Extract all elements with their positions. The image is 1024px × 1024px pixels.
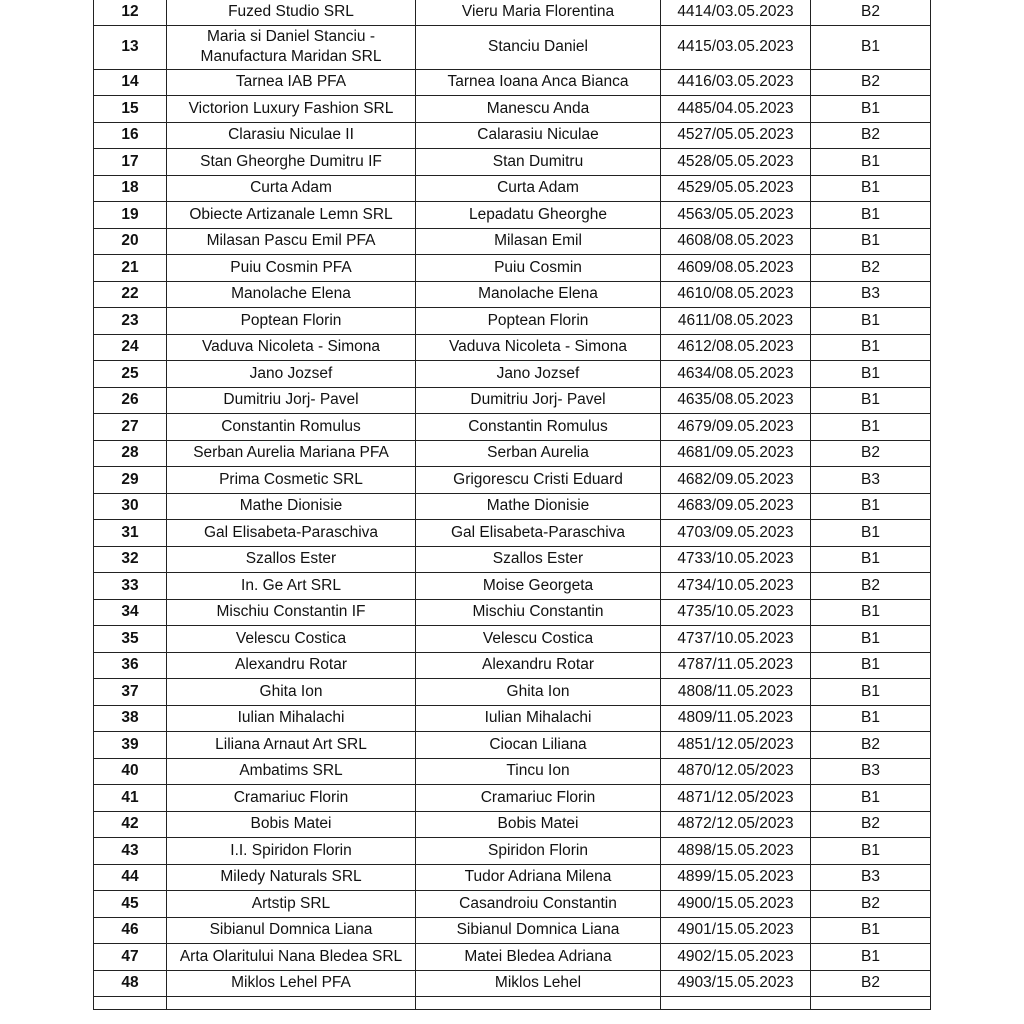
registration-table <box>93 0 931 1010</box>
company-name-cell: Szallos Ester <box>167 546 416 573</box>
row-number-cell: 30 <box>94 493 167 520</box>
company-name-cell: Velescu Costica <box>167 626 416 653</box>
row-number-cell: 21 <box>94 255 167 282</box>
empty-cell <box>811 997 931 1010</box>
row-number-cell: 13 <box>94 25 167 69</box>
contact-person-cell: Vaduva Nicoleta - Simona <box>416 334 661 361</box>
category-cell: B3 <box>811 864 931 891</box>
company-name-cell: Dumitriu Jorj- Pavel <box>167 387 416 414</box>
registration-number-cell: 4681/09.05.2023 <box>661 440 811 467</box>
registration-number-cell: 4683/09.05.2023 <box>661 493 811 520</box>
category-cell: B1 <box>811 785 931 812</box>
row-number-cell: 45 <box>94 891 167 918</box>
category-cell: B1 <box>811 25 931 69</box>
category-cell: B3 <box>811 281 931 308</box>
registration-number-cell: 4610/08.05.2023 <box>661 281 811 308</box>
registration-number-cell: 4609/08.05.2023 <box>661 255 811 282</box>
company-name-cell: Puiu Cosmin PFA <box>167 255 416 282</box>
table-row <box>94 440 931 467</box>
registration-number-cell: 4416/03.05.2023 <box>661 69 811 96</box>
table-row <box>94 387 931 414</box>
category-cell: B2 <box>811 0 931 25</box>
company-name-cell: I.I. Spiridon Florin <box>167 838 416 865</box>
table-row-partial <box>94 997 931 1010</box>
company-name-cell: Iulian Mihalachi <box>167 705 416 732</box>
row-number-cell: 42 <box>94 811 167 838</box>
empty-cell <box>94 997 167 1010</box>
row-number-cell: 20 <box>94 228 167 255</box>
registration-number-cell: 4902/15.05.2023 <box>661 944 811 971</box>
table-row <box>94 334 931 361</box>
registration-number-cell: 4608/08.05.2023 <box>661 228 811 255</box>
contact-person-cell: Matei Bledea Adriana <box>416 944 661 971</box>
contact-person-cell: Curta Adam <box>416 175 661 202</box>
company-name-cell: Arta Olaritului Nana Bledea SRL <box>167 944 416 971</box>
company-name-cell: Stan Gheorghe Dumitru IF <box>167 149 416 176</box>
category-cell: B1 <box>811 520 931 547</box>
category-cell: B2 <box>811 573 931 600</box>
row-number-cell: 28 <box>94 440 167 467</box>
registration-number-cell: 4414/03.05.2023 <box>661 0 811 25</box>
contact-person-cell: Grigorescu Cristi Eduard <box>416 467 661 494</box>
category-cell: B2 <box>811 255 931 282</box>
registration-number-cell: 4899/15.05.2023 <box>661 864 811 891</box>
row-number-cell: 23 <box>94 308 167 335</box>
table-row <box>94 599 931 626</box>
company-name-cell: Cramariuc Florin <box>167 785 416 812</box>
row-number-cell: 43 <box>94 838 167 865</box>
registration-number-cell: 4809/11.05.2023 <box>661 705 811 732</box>
table-row <box>94 361 931 388</box>
table-row <box>94 705 931 732</box>
contact-person-cell: Sibianul Domnica Liana <box>416 917 661 944</box>
company-name-cell: Miledy Naturals SRL <box>167 864 416 891</box>
registration-number-cell: 4703/09.05.2023 <box>661 520 811 547</box>
row-number-cell: 44 <box>94 864 167 891</box>
table-row <box>94 917 931 944</box>
table-row <box>94 175 931 202</box>
registration-number-cell: 4871/12.05/2023 <box>661 785 811 812</box>
contact-person-cell: Ghita Ion <box>416 679 661 706</box>
contact-person-cell: Moise Georgeta <box>416 573 661 600</box>
empty-cell <box>167 997 416 1010</box>
category-cell: B1 <box>811 96 931 123</box>
company-name-cell: Fuzed Studio SRL <box>167 0 416 25</box>
contact-person-cell: Manolache Elena <box>416 281 661 308</box>
table-row <box>94 864 931 891</box>
registration-number-cell: 4903/15.05.2023 <box>661 970 811 997</box>
contact-person-cell: Calarasiu Niculae <box>416 122 661 149</box>
row-number-cell: 32 <box>94 546 167 573</box>
contact-person-cell: Szallos Ester <box>416 546 661 573</box>
category-cell: B1 <box>811 917 931 944</box>
table-row <box>94 573 931 600</box>
category-cell: B1 <box>811 679 931 706</box>
registration-number-cell: 4735/10.05.2023 <box>661 599 811 626</box>
registration-number-cell: 4563/05.05.2023 <box>661 202 811 229</box>
category-cell: B1 <box>811 361 931 388</box>
category-cell: B1 <box>811 228 931 255</box>
company-name-cell: Ambatims SRL <box>167 758 416 785</box>
table-row <box>94 255 931 282</box>
category-cell: B2 <box>811 891 931 918</box>
table-row <box>94 202 931 229</box>
company-name-cell: Sibianul Domnica Liana <box>167 917 416 944</box>
category-cell: B1 <box>811 334 931 361</box>
company-name-cell: Curta Adam <box>167 175 416 202</box>
company-name-cell: Mischiu Constantin IF <box>167 599 416 626</box>
registration-number-cell: 4870/12.05/2023 <box>661 758 811 785</box>
contact-person-cell: Gal Elisabeta-Paraschiva <box>416 520 661 547</box>
contact-person-cell: Tincu Ion <box>416 758 661 785</box>
table-row <box>94 838 931 865</box>
company-name-cell: Victorion Luxury Fashion SRL <box>167 96 416 123</box>
table-row <box>94 69 931 96</box>
contact-person-cell: Manescu Anda <box>416 96 661 123</box>
row-number-cell: 18 <box>94 175 167 202</box>
category-cell: B1 <box>811 599 931 626</box>
company-name-cell: Artstip SRL <box>167 891 416 918</box>
registration-number-cell: 4635/08.05.2023 <box>661 387 811 414</box>
company-name-cell: Vaduva Nicoleta - Simona <box>167 334 416 361</box>
row-number-cell: 37 <box>94 679 167 706</box>
row-number-cell: 14 <box>94 69 167 96</box>
table-body <box>94 0 931 1010</box>
row-number-cell: 33 <box>94 573 167 600</box>
table-row <box>94 228 931 255</box>
row-number-cell: 26 <box>94 387 167 414</box>
category-cell: B2 <box>811 122 931 149</box>
table-row <box>94 626 931 653</box>
table-row <box>94 652 931 679</box>
registration-number-cell: 4415/03.05.2023 <box>661 25 811 69</box>
row-number-cell: 31 <box>94 520 167 547</box>
contact-person-cell: Cramariuc Florin <box>416 785 661 812</box>
table-row <box>94 414 931 441</box>
category-cell: B1 <box>811 705 931 732</box>
registration-number-cell: 4679/09.05.2023 <box>661 414 811 441</box>
category-cell: B1 <box>811 387 931 414</box>
company-name-cell: Maria si Daniel Stanciu - Manufactura Maridan SRL <box>167 25 416 69</box>
contact-person-cell: Miklos Lehel <box>416 970 661 997</box>
contact-person-cell: Puiu Cosmin <box>416 255 661 282</box>
row-number-cell: 12 <box>94 0 167 25</box>
table-row <box>94 758 931 785</box>
registration-number-cell: 4682/09.05.2023 <box>661 467 811 494</box>
category-cell: B2 <box>811 811 931 838</box>
registration-number-cell: 4900/15.05.2023 <box>661 891 811 918</box>
company-name-cell: Serban Aurelia Mariana PFA <box>167 440 416 467</box>
contact-person-cell: Stanciu Daniel <box>416 25 661 69</box>
table-row <box>94 891 931 918</box>
table-row <box>94 944 931 971</box>
table-row <box>94 785 931 812</box>
contact-person-cell: Tarnea Ioana Anca Bianca <box>416 69 661 96</box>
category-cell: B2 <box>811 69 931 96</box>
row-number-cell: 29 <box>94 467 167 494</box>
row-number-cell: 19 <box>94 202 167 229</box>
registration-number-cell: 4787/11.05.2023 <box>661 652 811 679</box>
category-cell: B1 <box>811 626 931 653</box>
company-name-cell: Miklos Lehel PFA <box>167 970 416 997</box>
registration-number-cell: 4529/05.05.2023 <box>661 175 811 202</box>
row-number-cell: 15 <box>94 96 167 123</box>
table-row <box>94 122 931 149</box>
table-row <box>94 520 931 547</box>
contact-person-cell: Stan Dumitru <box>416 149 661 176</box>
category-cell: B1 <box>811 652 931 679</box>
company-name-cell: Mathe Dionisie <box>167 493 416 520</box>
table-row <box>94 96 931 123</box>
row-number-cell: 25 <box>94 361 167 388</box>
registration-number-cell: 4527/05.05.2023 <box>661 122 811 149</box>
contact-person-cell: Poptean Florin <box>416 308 661 335</box>
contact-person-cell: Milasan Emil <box>416 228 661 255</box>
registration-number-cell: 4898/15.05.2023 <box>661 838 811 865</box>
company-name-cell: Gal Elisabeta-Paraschiva <box>167 520 416 547</box>
row-number-cell: 34 <box>94 599 167 626</box>
category-cell: B3 <box>811 758 931 785</box>
contact-person-cell: Tudor Adriana Milena <box>416 864 661 891</box>
table-row <box>94 811 931 838</box>
table-row <box>94 0 931 25</box>
company-name-cell: Tarnea IAB PFA <box>167 69 416 96</box>
contact-person-cell: Jano Jozsef <box>416 361 661 388</box>
company-name-cell: Obiecte Artizanale Lemn SRL <box>167 202 416 229</box>
registration-number-cell: 4808/11.05.2023 <box>661 679 811 706</box>
row-number-cell: 27 <box>94 414 167 441</box>
table-row <box>94 308 931 335</box>
category-cell: B1 <box>811 944 931 971</box>
category-cell: B1 <box>811 202 931 229</box>
company-name-cell: Liliana Arnaut Art SRL <box>167 732 416 759</box>
table-row <box>94 281 931 308</box>
company-name-cell: Ghita Ion <box>167 679 416 706</box>
contact-person-cell: Iulian Mihalachi <box>416 705 661 732</box>
empty-cell <box>661 997 811 1010</box>
contact-person-cell: Lepadatu Gheorghe <box>416 202 661 229</box>
row-number-cell: 40 <box>94 758 167 785</box>
category-cell: B2 <box>811 440 931 467</box>
row-number-cell: 41 <box>94 785 167 812</box>
registration-number-cell: 4737/10.05.2023 <box>661 626 811 653</box>
row-number-cell: 38 <box>94 705 167 732</box>
company-name-cell: Poptean Florin <box>167 308 416 335</box>
company-name-cell: Prima Cosmetic SRL <box>167 467 416 494</box>
category-cell: B1 <box>811 149 931 176</box>
company-name-cell: Alexandru Rotar <box>167 652 416 679</box>
registration-number-cell: 4851/12.05/2023 <box>661 732 811 759</box>
table-row <box>94 467 931 494</box>
company-name-cell: Constantin Romulus <box>167 414 416 441</box>
row-number-cell: 35 <box>94 626 167 653</box>
table-row <box>94 149 931 176</box>
category-cell: B1 <box>811 838 931 865</box>
registration-number-cell: 4634/08.05.2023 <box>661 361 811 388</box>
contact-person-cell: Spiridon Florin <box>416 838 661 865</box>
contact-person-cell: Serban Aurelia <box>416 440 661 467</box>
contact-person-cell: Vieru Maria Florentina <box>416 0 661 25</box>
category-cell: B3 <box>811 467 931 494</box>
table-row <box>94 732 931 759</box>
category-cell: B1 <box>811 308 931 335</box>
table-row <box>94 546 931 573</box>
contact-person-cell: Ciocan Liliana <box>416 732 661 759</box>
empty-cell <box>416 997 661 1010</box>
contact-person-cell: Mischiu Constantin <box>416 599 661 626</box>
registration-number-cell: 4528/05.05.2023 <box>661 149 811 176</box>
registration-number-cell: 4485/04.05.2023 <box>661 96 811 123</box>
row-number-cell: 16 <box>94 122 167 149</box>
category-cell: B2 <box>811 732 931 759</box>
row-number-cell: 47 <box>94 944 167 971</box>
row-number-cell: 17 <box>94 149 167 176</box>
company-name-cell: In. Ge Art SRL <box>167 573 416 600</box>
contact-person-cell: Constantin Romulus <box>416 414 661 441</box>
registration-number-cell: 4734/10.05.2023 <box>661 573 811 600</box>
company-name-cell: Jano Jozsef <box>167 361 416 388</box>
row-number-cell: 46 <box>94 917 167 944</box>
table-row <box>94 25 931 69</box>
category-cell: B2 <box>811 970 931 997</box>
registration-number-cell: 4612/08.05.2023 <box>661 334 811 361</box>
category-cell: B1 <box>811 175 931 202</box>
category-cell: B1 <box>811 493 931 520</box>
registration-number-cell: 4901/15.05.2023 <box>661 917 811 944</box>
row-number-cell: 36 <box>94 652 167 679</box>
registration-number-cell: 4872/12.05/2023 <box>661 811 811 838</box>
category-cell: B1 <box>811 414 931 441</box>
contact-person-cell: Dumitriu Jorj- Pavel <box>416 387 661 414</box>
table-row <box>94 970 931 997</box>
category-cell: B1 <box>811 546 931 573</box>
contact-person-cell: Velescu Costica <box>416 626 661 653</box>
company-name-cell: Milasan Pascu Emil PFA <box>167 228 416 255</box>
row-number-cell: 39 <box>94 732 167 759</box>
row-number-cell: 22 <box>94 281 167 308</box>
table-row <box>94 679 931 706</box>
contact-person-cell: Casandroiu Constantin <box>416 891 661 918</box>
row-number-cell: 24 <box>94 334 167 361</box>
contact-person-cell: Mathe Dionisie <box>416 493 661 520</box>
registration-number-cell: 4733/10.05.2023 <box>661 546 811 573</box>
contact-person-cell: Bobis Matei <box>416 811 661 838</box>
company-name-cell: Manolache Elena <box>167 281 416 308</box>
company-name-cell: Clarasiu Niculae II <box>167 122 416 149</box>
registration-number-cell: 4611/08.05.2023 <box>661 308 811 335</box>
contact-person-cell: Alexandru Rotar <box>416 652 661 679</box>
row-number-cell: 48 <box>94 970 167 997</box>
table-row <box>94 493 931 520</box>
company-name-cell: Bobis Matei <box>167 811 416 838</box>
